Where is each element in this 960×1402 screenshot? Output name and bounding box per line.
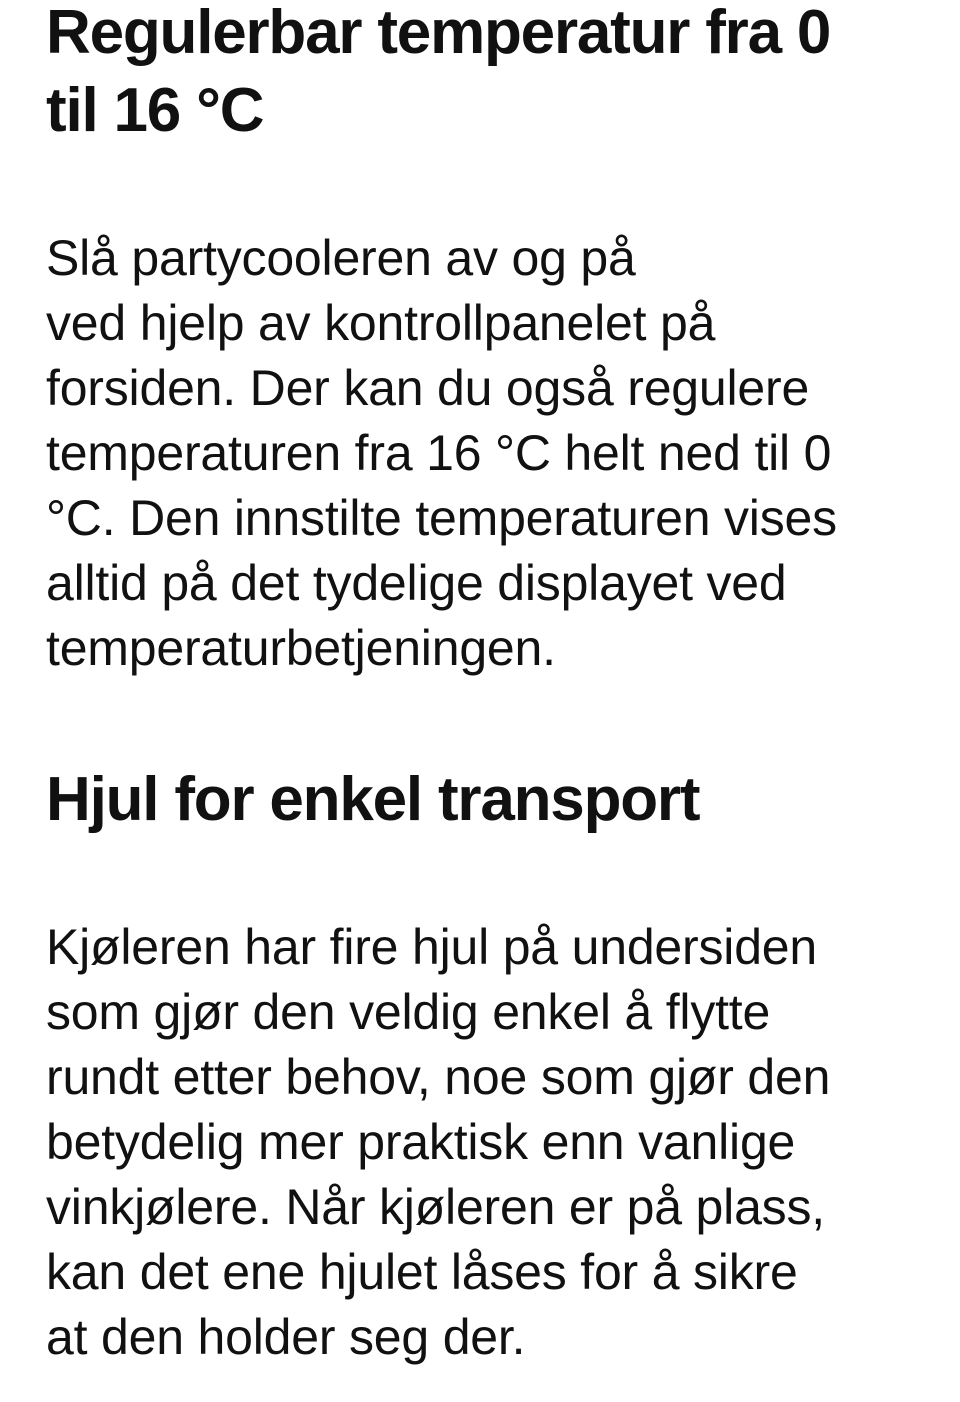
body-line: alltid på det tydelige displayet ved bbox=[46, 555, 787, 611]
body-line: kan det ene hjulet låses for å sikre bbox=[46, 1244, 798, 1300]
body-line: temperaturen fra 16 °C helt ned til 0 bbox=[46, 425, 832, 481]
heading-line: Regulerbar temperatur fra 0 bbox=[46, 0, 831, 67]
body-line: Slå partycooleren av og på bbox=[46, 230, 636, 286]
body-line: forsiden. Der kan du også regulere bbox=[46, 360, 810, 416]
body-line: rundt etter behov, noe som gjør den bbox=[46, 1049, 831, 1105]
section-temperature bbox=[46, 0, 926, 681]
body-line: °C. Den innstilte temperaturen vises bbox=[46, 490, 837, 546]
heading-line: til 16 °C bbox=[46, 76, 264, 145]
body-line: betydelig mer praktisk enn vanlige bbox=[46, 1114, 796, 1170]
body-line: Kjøleren har fire hjul på undersiden bbox=[46, 919, 818, 975]
body-line: vinkjølere. Når kjøleren er på plass, bbox=[46, 1179, 825, 1235]
body-line: at den holder seg der. bbox=[46, 1309, 526, 1365]
section-wheels bbox=[46, 761, 926, 1370]
section-body bbox=[46, 226, 926, 681]
heading-line: Hjul for enkel transport bbox=[46, 765, 700, 834]
body-line: ved hjelp av kontrollpanelet på bbox=[46, 295, 716, 351]
section-body bbox=[46, 915, 926, 1370]
product-description bbox=[46, 0, 926, 1370]
section-heading bbox=[46, 0, 926, 150]
body-line: temperaturbetjeningen. bbox=[46, 620, 556, 676]
section-heading bbox=[46, 761, 926, 839]
body-line: som gjør den veldig enkel å flytte bbox=[46, 984, 771, 1040]
